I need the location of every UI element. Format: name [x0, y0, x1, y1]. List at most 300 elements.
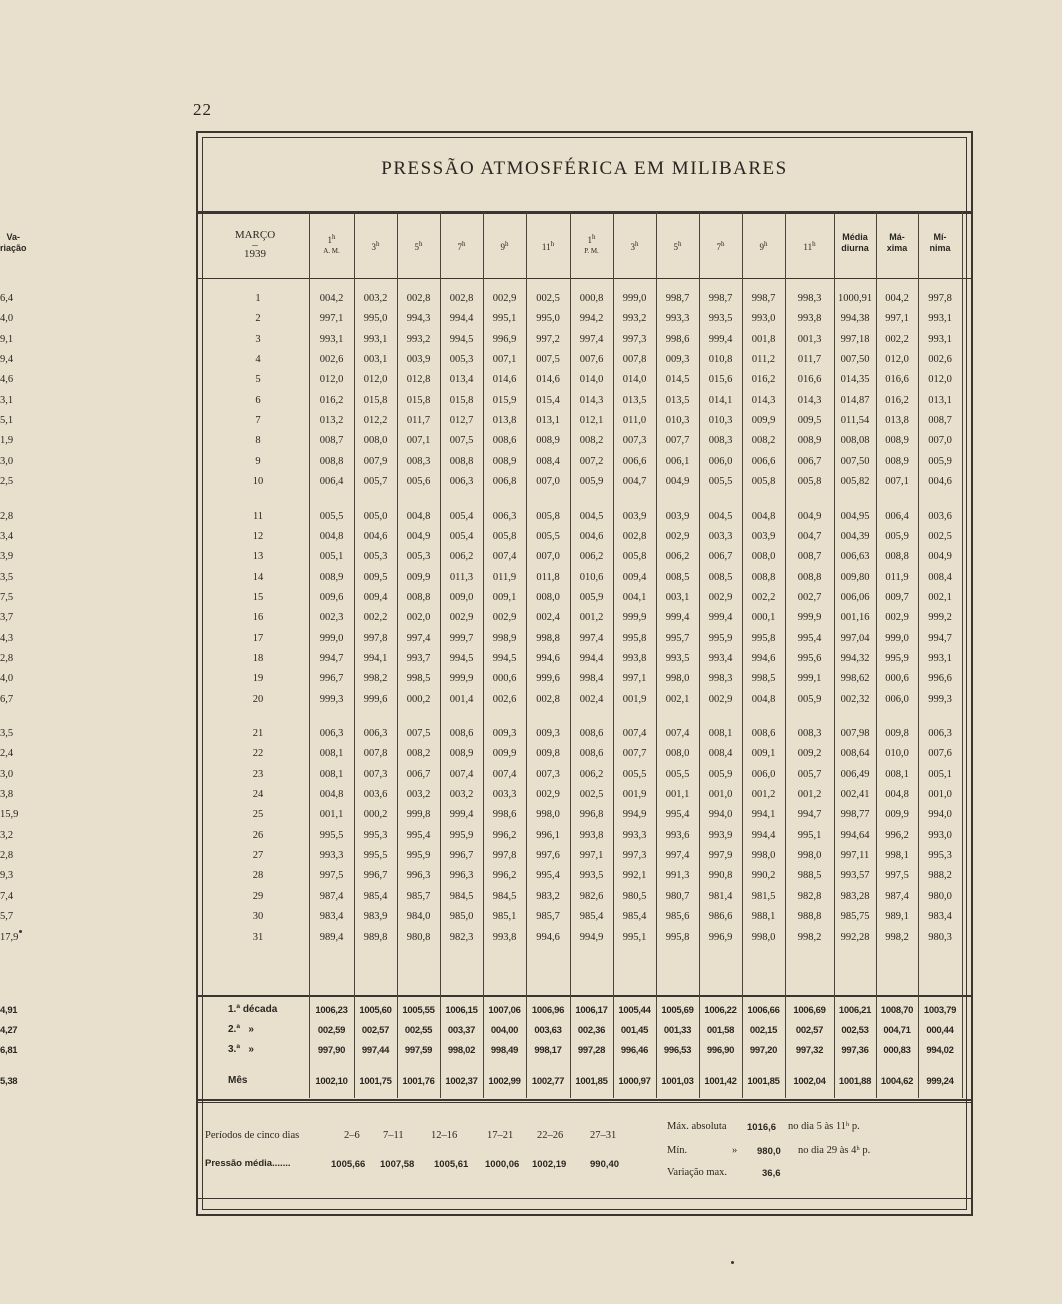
column-header [483, 239, 526, 253]
row-day: 7 [255, 415, 261, 427]
table-cell: 008,3 [797, 728, 822, 739]
column-header-main: 11 [803, 242, 813, 252]
summary-cell: 1008,70 [880, 1005, 914, 1016]
column-header-main: 9 [759, 242, 764, 252]
table-cell: 002,6 [928, 354, 952, 366]
table-cell: 985,7 [406, 890, 431, 902]
row-day: 23 [252, 768, 264, 780]
summary-cell: 1006,66 [747, 1005, 780, 1016]
summary-cell: 997,90 [317, 1045, 346, 1056]
table-cell: 994,6 [536, 652, 560, 664]
table-cell: 985,1 [492, 911, 517, 923]
table-cell: 999,9 [622, 612, 647, 624]
summary-label: Mês [228, 1075, 248, 1086]
table-cell: 985,6 [665, 911, 690, 923]
table-cell: 005,9 [579, 591, 604, 603]
column-header-main: 1 [327, 235, 332, 245]
table-title: PRESSÃO ATMOSFÉRICA EM MILIBARES [381, 158, 788, 179]
summary-cell: 003,63 [534, 1025, 562, 1036]
table-cell: 005,1 [928, 768, 952, 780]
summary-cell: 1004,62 [880, 1076, 914, 1087]
table-cell: 990,8 [708, 870, 733, 882]
table-cell: 995,4 [797, 632, 822, 644]
column-header-sup: h [764, 240, 768, 248]
table-cell: 002,8 [449, 293, 474, 304]
row-day: 29 [252, 890, 264, 902]
table-cell: 999,0 [885, 632, 909, 644]
table-cell: 011,8 [536, 571, 560, 583]
table-cell: 005,8 [622, 551, 647, 563]
table-cell: 995,1 [492, 313, 517, 325]
table-cell: 993,4 [708, 652, 733, 664]
table-cell: 014,6 [492, 374, 517, 386]
table-cell: 999,0 [622, 293, 647, 304]
table-cell: 006,3 [928, 728, 952, 739]
table-cell: 012,7 [449, 415, 474, 427]
header-dash: – [252, 239, 258, 251]
table-cell: 998,0 [751, 931, 776, 943]
column-header-main: 7 [716, 242, 721, 252]
table-cell: 009,7 [885, 591, 909, 603]
table-cell: 995,9 [406, 850, 431, 862]
period-range: 2–6 [344, 1130, 360, 1141]
table-cell: 008,0 [751, 551, 776, 563]
summary-cell: 1006,69 [793, 1005, 826, 1016]
table-cell: 006,2 [579, 551, 604, 563]
summary-cell: 1001,76 [402, 1076, 435, 1087]
table-cell: 996,8 [579, 809, 604, 821]
table-cell: 983,9 [363, 911, 388, 923]
table-cell: 006,8 [492, 476, 517, 488]
summary-cell: 999,24 [926, 1076, 954, 1087]
column-header-sub: riação [0, 243, 27, 253]
table-cell: 989,8 [363, 931, 388, 943]
table-cell: 994,7 [797, 809, 822, 821]
table-cell: 000,2 [363, 809, 388, 821]
table-cell: 001,0 [708, 789, 733, 801]
summary-cell: 5,38 [0, 1076, 18, 1087]
table-cell: 007,4 [449, 768, 474, 780]
table-cell: 008,8 [885, 551, 909, 563]
table-cell: 2,8 [0, 652, 14, 664]
table-cell: 006,49 [840, 768, 870, 780]
table-cell: 996,7 [363, 870, 388, 882]
table-cell: 988,1 [751, 911, 776, 923]
row-day: 31 [252, 931, 264, 943]
table-cell: 994,1 [751, 809, 776, 821]
table-cell: 007,7 [622, 748, 647, 760]
table-cell: 993,8 [797, 313, 822, 325]
column-header-sup: h [505, 240, 509, 248]
table-cell: 011,9 [492, 571, 517, 583]
table-cell: 998,2 [885, 931, 909, 943]
table-cell: 993,9 [708, 829, 733, 841]
table-cell: 993,5 [579, 870, 604, 882]
table-cell: 003,6 [928, 510, 952, 522]
column-header-main: Mí- [933, 232, 947, 242]
table-cell: 006,0 [708, 455, 733, 467]
column-header-sub: nima [929, 243, 951, 253]
table-cell: 016,2 [885, 394, 909, 406]
table-cell: 997,8 [492, 850, 517, 862]
table-cell: 002,6 [319, 354, 344, 366]
table-cell: 002,1 [665, 693, 690, 705]
table-cell: 998,5 [406, 673, 431, 685]
table-cell: 1000,91 [837, 293, 873, 304]
variation-label: Variação max. [667, 1167, 728, 1178]
table-cell: 002,6 [492, 693, 517, 705]
table-cell: 995,4 [536, 870, 560, 882]
summary-cell: 997,44 [361, 1045, 390, 1056]
table-cell: 993,5 [708, 313, 733, 325]
table-cell: 000,8 [579, 293, 604, 304]
table-cell: 999,8 [406, 809, 431, 821]
summary-cell: 1006,15 [445, 1005, 478, 1016]
summary-cell: 4,91 [0, 1005, 18, 1016]
table-cell: 4,0 [0, 673, 14, 685]
table-cell: 988,5 [797, 870, 822, 882]
table-cell: 2,4 [0, 748, 14, 760]
column-header-main: Va- [6, 232, 21, 242]
table-cell: 995,8 [751, 632, 776, 644]
table-cell: 995,8 [665, 931, 690, 943]
table-cell: 007,7 [665, 435, 690, 447]
summary-cell: 998,17 [534, 1045, 562, 1056]
table-cell: 002,5 [579, 789, 604, 801]
table-cell: 980,0 [928, 890, 952, 902]
table-cell: 004,7 [797, 530, 822, 542]
table-cell: 993,1 [928, 652, 952, 664]
summary-cell: 004,71 [883, 1025, 911, 1036]
table-cell: 3,1 [0, 394, 14, 406]
table-cell: 994,9 [579, 931, 604, 943]
table-cell: 009,8 [885, 728, 909, 739]
table-cell: 983,28 [840, 890, 870, 902]
table-cell: 008,1 [708, 728, 733, 739]
period-range: 22–26 [537, 1130, 564, 1141]
table-cell: 995,6 [797, 652, 822, 664]
table-cell: 995,5 [363, 850, 388, 862]
summary-cell: 1001,88 [838, 1076, 872, 1087]
table-cell: 002,7 [797, 591, 822, 603]
row-day: 6 [255, 394, 261, 406]
table-cell: 013,4 [449, 374, 474, 386]
table-cell: 009,1 [751, 748, 776, 760]
table-cell: 005,4 [449, 510, 474, 522]
table-cell: 001,1 [665, 789, 690, 801]
column-header-sup: h [462, 240, 466, 248]
summary-cell: 001,58 [706, 1025, 735, 1036]
column-separator [962, 212, 963, 1098]
min-ditto: » [732, 1145, 738, 1156]
table-cell: 008,6 [579, 748, 604, 760]
table-cell: 012,0 [363, 374, 388, 386]
max-abs-label: Máx. absoluta [667, 1121, 727, 1132]
table-cell: 006,1 [665, 455, 690, 467]
max-abs-text: no dia 5 às 11ʰ p. [788, 1121, 860, 1132]
summary-cell: 1006,17 [575, 1005, 608, 1016]
period-mean: 1005,66 [331, 1159, 366, 1170]
table-cell: 004,7 [622, 476, 647, 488]
table-cell: 983,2 [536, 890, 560, 902]
table-cell: 002,41 [840, 789, 870, 801]
table-cell: 993,2 [622, 313, 647, 325]
table-cell: 988,2 [928, 870, 952, 882]
table-cell: 995,3 [928, 850, 952, 862]
table-cell: 005,82 [840, 476, 870, 488]
table-cell: 995,1 [622, 931, 647, 943]
table-cell: 006,6 [751, 455, 776, 467]
table-cell: 008,8 [751, 571, 776, 583]
table-cell: 997,5 [319, 870, 344, 882]
table-cell: 985,4 [363, 890, 388, 902]
table-cell: 3,0 [0, 455, 14, 467]
table-cell: 999,7 [449, 632, 474, 644]
summary-cell: 1006,22 [704, 1005, 737, 1016]
table-cell: 002,9 [449, 612, 474, 624]
table-cell: 007,1 [885, 476, 909, 488]
row-day: 1 [255, 293, 261, 304]
table-cell: 993,1 [928, 333, 952, 345]
table-cell: 6,4 [0, 293, 14, 304]
summary-cell: 4,27 [0, 1025, 18, 1036]
min-text: no dia 29 às 4ʰ p. [798, 1145, 871, 1156]
summary-cell: 1002,10 [315, 1076, 348, 1087]
table-cell: 014,0 [579, 374, 604, 386]
table-cell: 004,5 [579, 510, 604, 522]
summary-cell: 1002,04 [793, 1076, 826, 1087]
table-cell: 993,8 [579, 829, 604, 841]
table-cell: 002,2 [885, 333, 909, 345]
table-cell: 002,8 [622, 530, 647, 542]
table-cell: 014,3 [579, 394, 604, 406]
table-cell: 012,2 [363, 415, 388, 427]
table-cell: 015,8 [363, 394, 388, 406]
table-cell: 004,6 [579, 530, 604, 542]
table-cell: 005,9 [885, 530, 909, 542]
table-cell: 995,1 [797, 829, 822, 841]
row-day: 14 [252, 571, 264, 583]
summary-cell: 1005,44 [618, 1005, 651, 1016]
table-cell: 999,4 [708, 612, 733, 624]
table-cell: 008,1 [885, 768, 909, 780]
table-cell: 004,9 [406, 530, 431, 542]
table-cell: 002,3 [319, 612, 344, 624]
table-cell: 4,0 [0, 313, 14, 325]
header-rule [198, 278, 971, 279]
table-cell: 014,3 [751, 394, 776, 406]
row-day: 4 [255, 354, 261, 366]
table-cell: 005,3 [449, 354, 474, 366]
table-cell: 986,6 [708, 911, 733, 923]
row-day: 12 [252, 530, 264, 542]
summary-cell: 1005,69 [661, 1005, 694, 1016]
table-cell: 014,1 [708, 394, 733, 406]
table-cell: 980,8 [406, 931, 431, 943]
table-cell: 997,8 [363, 632, 388, 644]
table-cell: 993,0 [928, 829, 952, 841]
table-cell: 998,77 [840, 809, 870, 821]
table-cell: 011,7 [406, 415, 431, 427]
table-cell: 006,7 [797, 455, 822, 467]
table-cell: 993,8 [622, 652, 647, 664]
summary-cell: 996,53 [663, 1045, 692, 1056]
table-cell: 008,6 [751, 728, 776, 739]
table-cell: 999,2 [928, 612, 952, 624]
column-header-main: 1 [587, 235, 592, 245]
summary-cell: 997,36 [841, 1045, 869, 1056]
table-cell: 003,2 [363, 293, 388, 304]
table-cell: 6,7 [0, 693, 14, 705]
table-cell: 007,0 [536, 476, 560, 488]
table-cell: 007,8 [363, 748, 388, 760]
table-cell: 006,3 [492, 510, 517, 522]
table-cell: 984,0 [406, 911, 431, 923]
table-cell: 993,2 [406, 333, 431, 345]
table-cell: 996,7 [319, 673, 344, 685]
table-cell: 009,2 [797, 748, 822, 760]
table-cell: 982,6 [579, 890, 604, 902]
table-cell: 997,4 [406, 632, 431, 644]
table-cell: 3,2 [0, 829, 14, 841]
table-cell: 008,08 [840, 435, 870, 447]
column-header-sup: h [721, 240, 725, 248]
table-cell: 995,9 [885, 652, 909, 664]
table-cell: 994,7 [928, 632, 952, 644]
header-month-cell [205, 230, 305, 260]
table-cell: 008,7 [319, 435, 344, 447]
paper-speck [731, 1261, 734, 1264]
table-cell: 998,62 [840, 673, 870, 685]
column-header-sup: h [332, 233, 336, 241]
summary-cell: 997,59 [404, 1045, 433, 1056]
summary-cell: 002,53 [841, 1025, 869, 1036]
table-cell: 993,8 [492, 931, 517, 943]
table-cell: 993,3 [622, 829, 647, 841]
table-cell: 995,3 [363, 829, 388, 841]
row-day: 27 [252, 850, 264, 862]
table-cell: 008,4 [928, 571, 952, 583]
table-cell: 002,5 [536, 293, 560, 304]
table-cell: 008,8 [449, 455, 474, 467]
column-header-main: 7 [457, 242, 462, 252]
table-cell: 995,0 [536, 313, 560, 325]
table-cell: 009,3 [492, 728, 517, 739]
table-cell: 993,57 [840, 870, 870, 882]
table-cell: 002,0 [406, 612, 431, 624]
table-cell: 996,3 [449, 870, 474, 882]
table-cell: 005,3 [363, 551, 388, 563]
table-cell: 004,6 [363, 530, 388, 542]
summary-cell: 002,59 [317, 1025, 346, 1036]
table-cell: 008,9 [492, 455, 517, 467]
table-cell: 996,7 [449, 850, 474, 862]
table-cell: 009,9 [885, 809, 909, 821]
table-cell: 004,8 [885, 789, 909, 801]
table-cell: 001,9 [622, 693, 647, 705]
table-cell: 002,9 [665, 530, 690, 542]
table-cell: 992,1 [622, 870, 647, 882]
table-cell: 006,2 [449, 551, 474, 563]
table-cell: 011,0 [622, 415, 647, 427]
table-cell: 9,1 [0, 333, 14, 345]
column-header [613, 239, 656, 253]
table-cell: 007,0 [536, 551, 560, 563]
table-cell: 998,3 [708, 673, 733, 685]
table-cell: 998,5 [751, 673, 776, 685]
table-cell: 3,8 [0, 789, 14, 801]
table-cell: 994,6 [751, 652, 776, 664]
table-cell: 994,1 [363, 652, 388, 664]
period-range: 7–11 [383, 1130, 404, 1141]
table-cell: 010,0 [885, 748, 909, 760]
table-cell: 2,5 [0, 476, 14, 488]
table-cell: 005,9 [579, 476, 604, 488]
row-day: 22 [252, 748, 264, 760]
table-cell: 994,4 [449, 313, 474, 325]
column-header-main: 9 [500, 242, 505, 252]
summary-cell: 996,90 [706, 1045, 735, 1056]
table-cell: 006,06 [840, 591, 870, 603]
column-header [785, 239, 834, 253]
table-cell: 008,0 [665, 748, 690, 760]
table-cell: 006,3 [449, 476, 474, 488]
column-header-sup: h [550, 240, 555, 248]
summary-cell: 1006,21 [838, 1005, 872, 1016]
table-cell: 005,9 [708, 768, 733, 780]
table-cell: 008,0 [363, 435, 388, 447]
table-cell: 3,5 [0, 728, 14, 739]
period-mean: 990,40 [590, 1159, 620, 1170]
table-cell: 998,9 [492, 632, 517, 644]
table-cell: 005,9 [797, 693, 822, 705]
table-cell: 997,9 [708, 850, 733, 862]
table-cell: 009,5 [797, 415, 822, 427]
table-cell: 997,1 [319, 313, 344, 325]
table-cell: 3,0 [0, 768, 14, 780]
table-cell: 008,6 [579, 728, 604, 739]
table-cell: 016,6 [797, 374, 822, 386]
table-cell: 994,5 [492, 652, 517, 664]
table-cell: 010,3 [665, 415, 690, 427]
table-cell: 008,8 [319, 455, 344, 467]
table-cell: 982,8 [797, 890, 822, 902]
table-cell: 999,4 [665, 612, 690, 624]
table-cell: 993,3 [319, 850, 344, 862]
column-header [354, 239, 397, 253]
table-cell: 000,1 [751, 612, 776, 624]
column-header [876, 232, 918, 254]
table-cell: 002,4 [579, 693, 604, 705]
table-cell: 998,0 [797, 850, 822, 862]
table-cell: 004,8 [319, 789, 344, 801]
row-day: 19 [252, 673, 264, 685]
table-cell: 001,8 [751, 333, 776, 345]
table-cell: 7,5 [0, 591, 14, 603]
table-cell: 981,5 [751, 890, 776, 902]
table-cell: 990,2 [751, 870, 776, 882]
table-cell: 005,8 [797, 476, 822, 488]
table-cell: 008,3 [406, 455, 431, 467]
min-label: Mín. [667, 1145, 688, 1156]
table-cell: 003,9 [622, 510, 647, 522]
table-cell: 002,9 [492, 612, 517, 624]
table-cell: 997,4 [579, 333, 604, 345]
column-header-main: 5 [673, 242, 678, 252]
table-cell: 008,9 [536, 435, 560, 447]
table-cell: 985,0 [449, 911, 474, 923]
table-cell: 007,4 [665, 728, 690, 739]
